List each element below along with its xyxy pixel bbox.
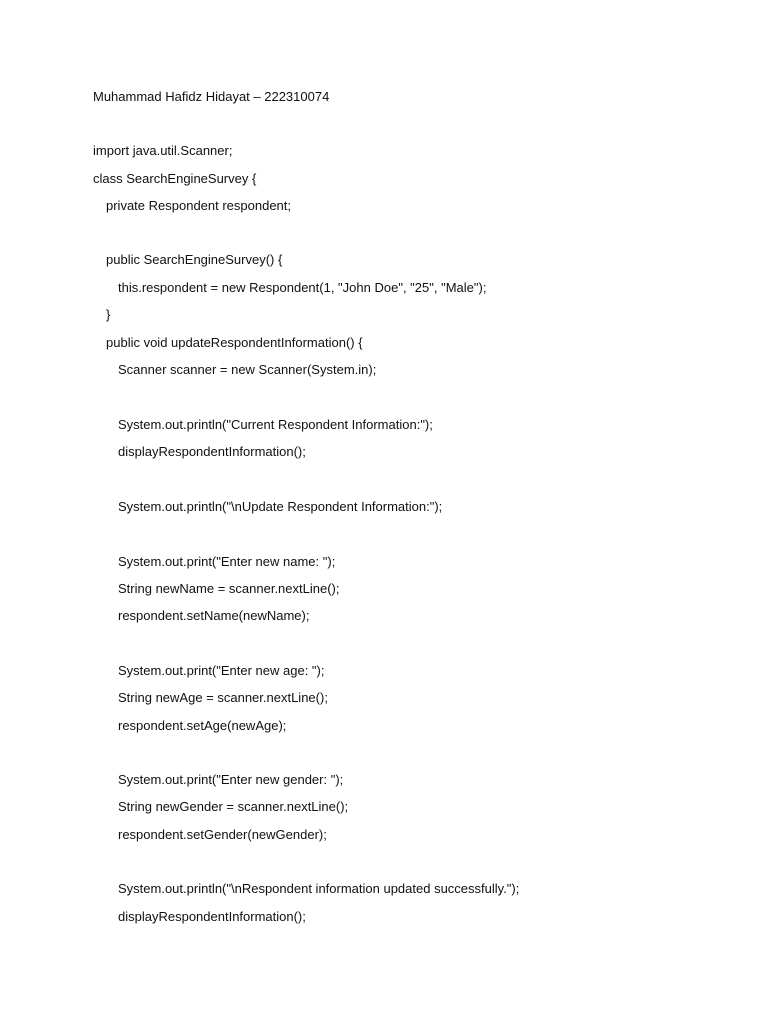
code-line: public SearchEngineSurvey() {: [106, 252, 283, 267]
code-line: respondent.setGender(newGender);: [118, 827, 327, 842]
code-line: Scanner scanner = new Scanner(System.in);: [118, 362, 377, 377]
author-line: Muhammad Hafidz Hidayat – 222310074: [93, 89, 330, 104]
code-line: String newGender = scanner.nextLine();: [118, 799, 349, 814]
code-line: this.respondent = new Respondent(1, "John Doe", "25", "Male");: [118, 280, 487, 295]
code-line: private Respondent respondent;: [106, 198, 292, 213]
code-line: System.out.println("\nRespondent information updated successfully.");: [118, 881, 520, 896]
code-line: import java.util.Scanner;: [93, 143, 233, 158]
code-line: System.out.println("Current Respondent Information:");: [118, 417, 433, 432]
code-line: displayRespondentInformation();: [118, 444, 306, 459]
code-line: }: [106, 307, 111, 322]
code-line: System.out.print("Enter new age: ");: [118, 663, 325, 678]
code-line: System.out.print("Enter new name: ");: [118, 554, 336, 569]
code-line: respondent.setName(newName);: [118, 608, 310, 623]
code-line: String newName = scanner.nextLine();: [118, 581, 340, 596]
code-line: class SearchEngineSurvey {: [93, 171, 257, 186]
code-line: System.out.print("Enter new gender: ");: [118, 772, 344, 787]
code-line: System.out.println("\nUpdate Respondent Information:");: [118, 499, 443, 514]
code-line: public void updateRespondentInformation() {: [106, 335, 363, 350]
code-line: String newAge = scanner.nextLine();: [118, 690, 328, 705]
code-line: respondent.setAge(newAge);: [118, 718, 287, 733]
code-line: displayRespondentInformation();: [118, 909, 306, 924]
